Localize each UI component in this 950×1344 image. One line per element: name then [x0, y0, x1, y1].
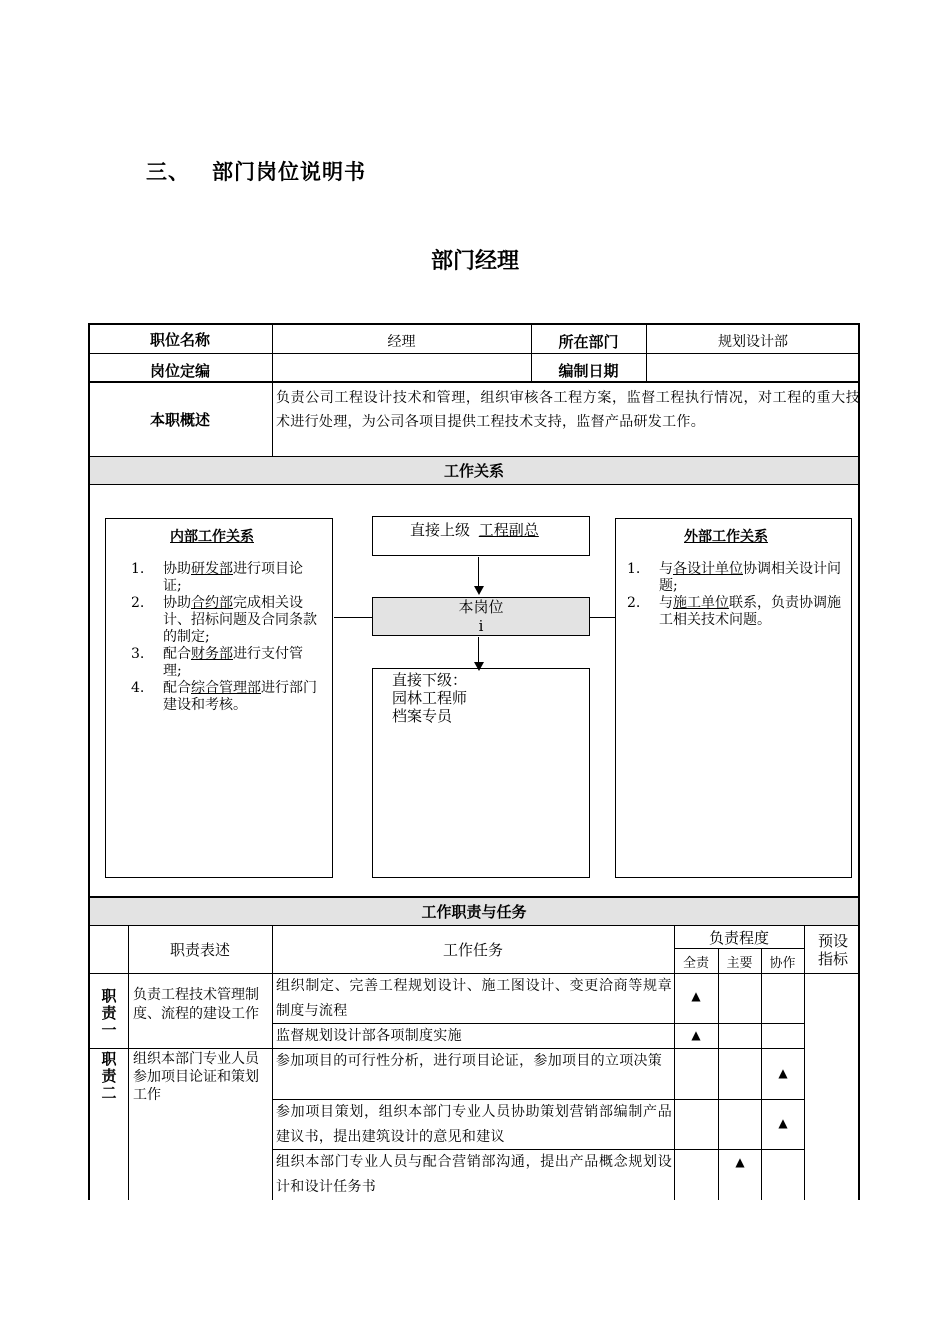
date-label: 编制日期	[558, 361, 619, 380]
internal-relations-list	[131, 561, 321, 714]
duty-desc: 负责工程技术管理制度、流程的建设工作	[133, 987, 259, 1022]
relations-title: 工作关系	[90, 457, 858, 484]
duties-title: 工作职责与任务	[90, 898, 858, 925]
external-relations-list	[627, 561, 845, 629]
arrow-down-icon	[474, 586, 484, 595]
responsibility-mark: ▲	[691, 1028, 701, 1042]
department-value: 规划设计部	[718, 334, 788, 350]
indicator-header: 预设指标	[817, 931, 848, 968]
internal-relations-title: 内部工作关系	[170, 529, 254, 545]
assist-header: 协作	[769, 955, 796, 971]
self-label: 本岗位	[458, 598, 504, 616]
subordinate-item: 档案专员	[392, 707, 453, 725]
position-name-value: 经理	[387, 334, 416, 350]
date-value	[646, 357, 860, 383]
subordinate-item: 园林工程师	[392, 689, 468, 707]
task-text: 参加项目策划，组织本部门专业人员协助策划营销部编制产品建议书，提出建筑设计的意见和建议	[276, 1104, 672, 1145]
page-title: 部门经理	[430, 249, 519, 274]
headcount-value	[272, 357, 531, 383]
task-text: 监督规划设计部各项制度实施	[276, 1028, 462, 1044]
self-text	[372, 598, 590, 636]
list-item: 2. 协助合约部完成相关设计、招标问题及合同条款的制定;	[131, 595, 317, 645]
connector-right	[590, 617, 615, 618]
responsibility-mark: ▲	[778, 1066, 788, 1080]
position-name-label: 职位名称	[149, 330, 210, 349]
main-header: 主要	[726, 955, 753, 971]
summary-label: 本职概述	[149, 410, 210, 429]
list-item: 2. 与施工单位联系，负责协调施工相关技术问题。	[627, 595, 841, 628]
list-item: 3. 配合财务部进行支付管理;	[131, 646, 303, 679]
self-mark: i	[478, 617, 484, 635]
responsibility-mark: ▲	[735, 1155, 745, 1169]
superior-text	[410, 519, 553, 540]
section-heading	[146, 156, 366, 186]
task-text: 组织制定、完善工程规划设计、施工图设计、变更洽商等规章制度与流程	[276, 978, 672, 1019]
section-number: 三、	[146, 160, 190, 184]
list-item: 1. 协助研发部进行项目论证;	[131, 561, 303, 594]
task-header: 工作任务	[442, 941, 503, 959]
superior-value: 工程副总	[478, 521, 539, 539]
subordinate-text	[392, 671, 467, 725]
list-item: 4. 配合综合管理部进行部门建设和考核。	[131, 680, 317, 713]
headcount-label: 岗位定编	[149, 361, 210, 380]
connector-left	[334, 617, 372, 618]
duty-label: 职责二	[101, 1050, 117, 1102]
department-label: 所在部门	[558, 332, 619, 351]
duty-label: 职责一	[101, 987, 117, 1039]
external-relations-title: 外部工作关系	[684, 529, 768, 545]
list-item: 1. 与各设计单位协调相关设计问题;	[627, 561, 841, 594]
section-title: 部门岗位说明书	[212, 160, 366, 184]
duty-header: 职责表述	[169, 941, 230, 959]
task-text: 参加项目的可行性分析，进行项目论证，参加项目的立项决策	[276, 1053, 663, 1069]
duty-desc: 组织本部门专业人员参加项目论证和策划工作	[133, 1051, 259, 1103]
full-header: 全责	[682, 955, 709, 971]
task-text: 组织本部门专业人员与配合营销部沟通，提出产品概念规划设计和设计任务书	[276, 1154, 672, 1195]
responsibility-mark: ▲	[778, 1116, 788, 1130]
degree-header: 负责程度	[708, 928, 769, 947]
summary-text: 负责公司工程设计技术和管理，组织审核各工程方案，监督工程执行情况，对工程的重大技术进行处理，为公司各项目提供工程技术支持，监督产品研发工作。	[276, 390, 860, 430]
subordinate-label: 直接下级：	[392, 671, 468, 689]
superior-label: 直接上级	[410, 521, 471, 539]
responsibility-mark: ▲	[691, 989, 701, 1003]
